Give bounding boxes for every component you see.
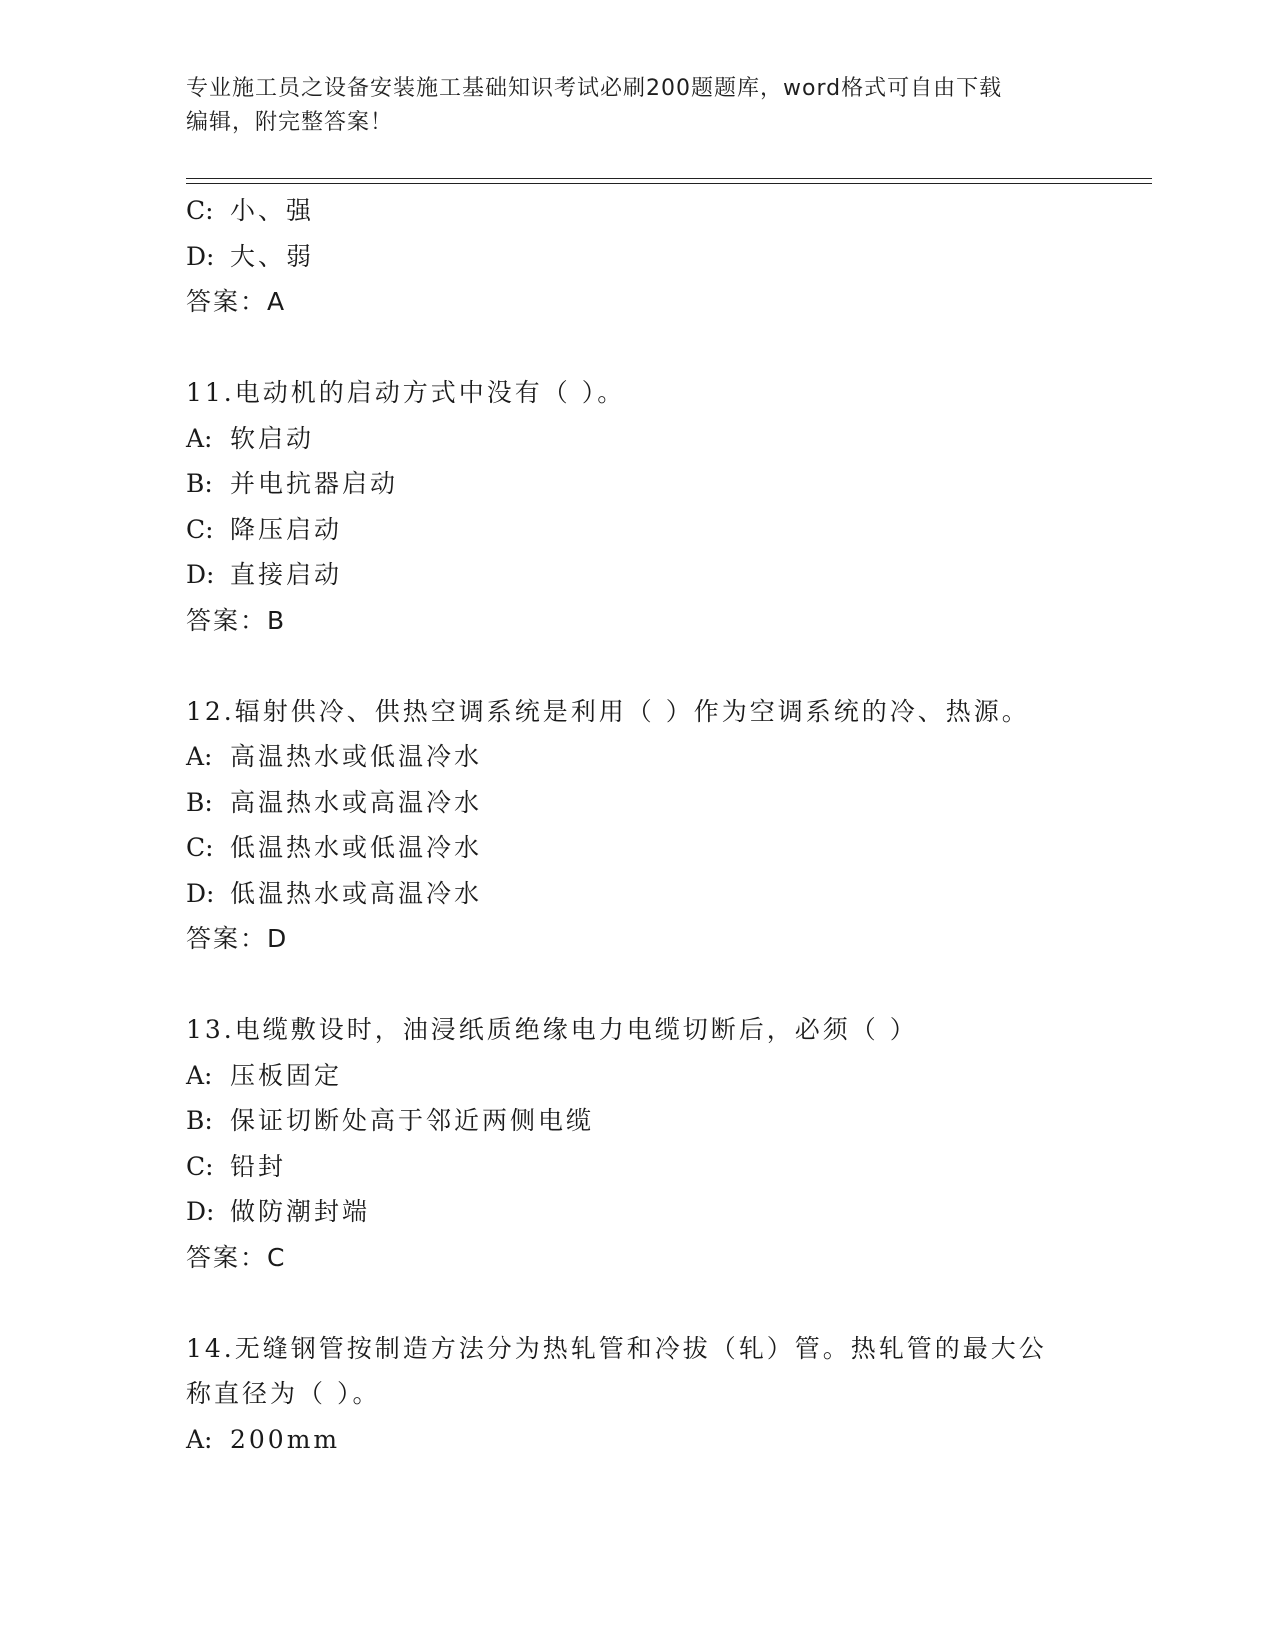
answer: 答案：A (186, 287, 287, 316)
spacer (186, 325, 1086, 371)
question-11: 11.电动机的启动方式中没有（ ）。 (186, 378, 626, 407)
option-text: 高温热水或低温冷水 (230, 742, 483, 771)
option-text: 高温热水或高温冷水 (230, 787, 483, 817)
option-label: D: (186, 878, 215, 908)
answer: 答案：B (186, 605, 287, 635)
option-a (186, 416, 1086, 462)
option-b (186, 1098, 1086, 1144)
option-b (186, 461, 1086, 507)
option-text: 铅封 (230, 1151, 287, 1181)
option-label: C: (186, 514, 214, 544)
question-12: 12.辐射供冷、供热空调系统是利用（ ）作为空调系统的冷、热源。 (186, 696, 1030, 726)
option-label: A: (186, 1060, 213, 1090)
option-label: A: (186, 423, 213, 453)
option-a (186, 1417, 1086, 1463)
option-text: 压板固定 (230, 1060, 343, 1090)
option-text: 低温热水或低温冷水 (230, 833, 483, 862)
option-d (186, 871, 1086, 917)
option-d (186, 234, 1086, 280)
option-label: B: (186, 787, 213, 817)
option-a (186, 734, 1086, 780)
option-c (186, 188, 1086, 234)
option-d (186, 1189, 1086, 1235)
spacer (186, 962, 1086, 1008)
option-text: 软启动 (230, 423, 315, 453)
header-title-line2: 编辑，附完整答案！ (186, 110, 394, 135)
question-14-line2: 称直径为（ ）。 (186, 1379, 381, 1408)
option-d (186, 552, 1086, 598)
option-label: D: (186, 1197, 215, 1226)
question-14-line1: 14.无缝钢管按制造方法分为热轧管和冷拔（轧）管。热轧管的最大公 (186, 1333, 1047, 1363)
spacer (186, 1280, 1086, 1326)
option-text: 保证切断处高于邻近两侧电缆 (230, 1106, 595, 1135)
header-rule-top (186, 178, 1152, 179)
option-b (186, 780, 1086, 826)
spacer (186, 643, 1086, 689)
option-text: 并电抗器启动 (230, 469, 399, 498)
option-label: A: (186, 1424, 213, 1454)
answer: 答案：C (186, 1242, 287, 1272)
option-text: 做防潮封端 (230, 1197, 371, 1226)
option-text: 小、强 (230, 196, 315, 225)
answer: 答案：D (186, 924, 289, 953)
option-text: 大、弱 (230, 241, 315, 271)
header-rule-bottom (186, 183, 1152, 184)
option-c (186, 1144, 1086, 1190)
option-label: A: (186, 742, 213, 771)
option-label: D: (186, 241, 215, 271)
question-list (186, 188, 1086, 1462)
option-label: B: (186, 1106, 213, 1135)
option-label: C: (186, 1151, 214, 1181)
option-text: 降压启动 (230, 514, 343, 544)
option-label: D: (186, 560, 215, 589)
option-text: 直接启动 (230, 560, 343, 589)
header-title-line1: 专业施工员之设备安装施工基础知识考试必刷200题题库，word格式可自由下载 (186, 76, 1003, 101)
option-c (186, 507, 1086, 553)
option-label: B: (186, 469, 213, 498)
option-text: 低温热水或高温冷水 (230, 878, 483, 908)
option-label: C: (186, 196, 214, 225)
option-text: 200mm (230, 1424, 341, 1454)
option-a (186, 1053, 1086, 1099)
document-header (186, 72, 1066, 140)
option-c (186, 825, 1086, 871)
option-label: C: (186, 833, 214, 862)
question-13: 13.电缆敷设时，油浸纸质绝缘电力电缆切断后，必须（ ） (186, 1015, 918, 1044)
